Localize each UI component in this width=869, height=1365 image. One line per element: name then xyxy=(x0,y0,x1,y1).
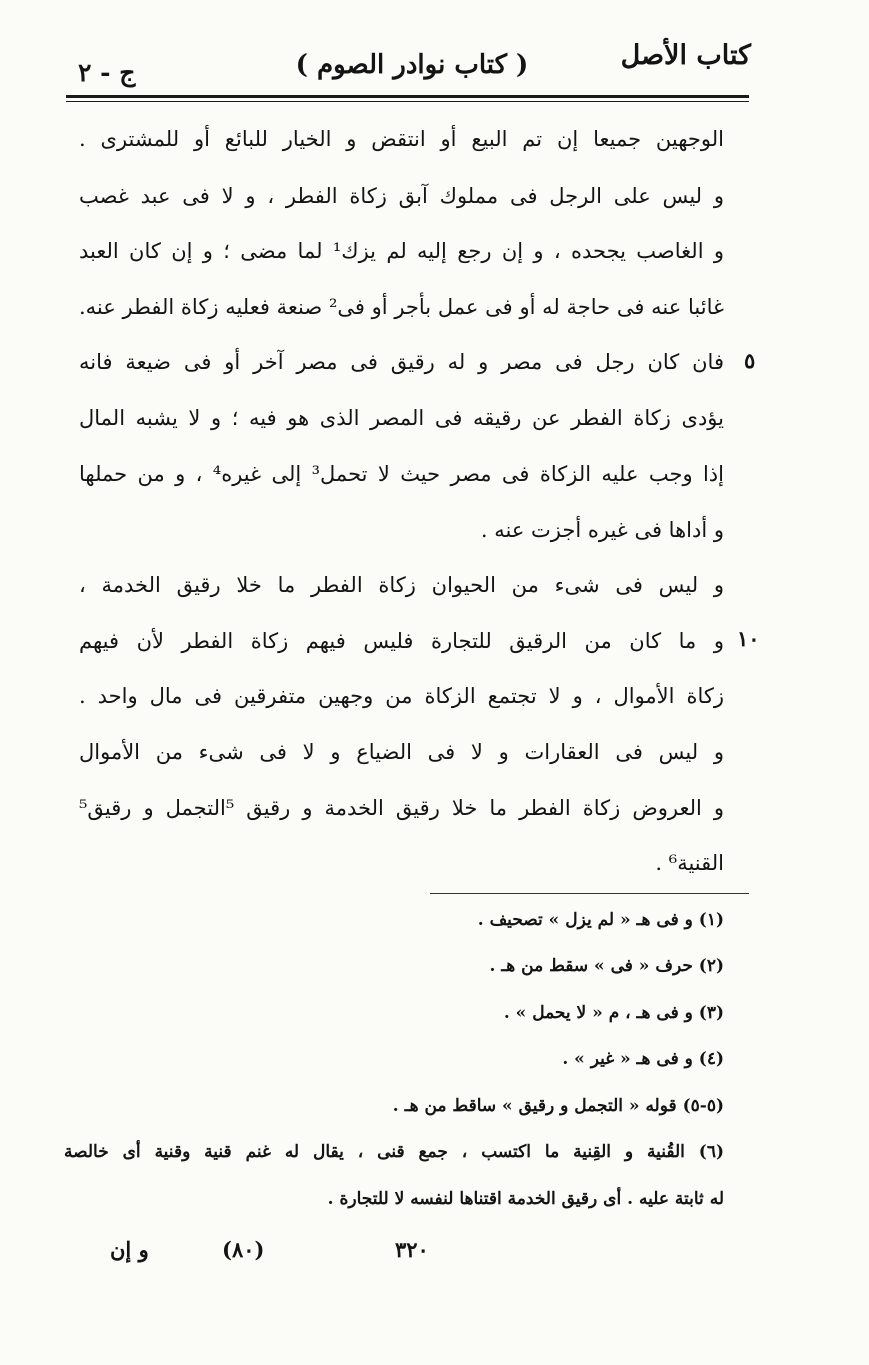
body-line: غائبا عنه فى حاجة له أو فى عمل بأجر أو فى² صنعة فعليه زكاة الفطر عنه. xyxy=(79,295,724,319)
section-number: (٨٠) xyxy=(222,1237,265,1262)
body-line: و العروض زكاة الفطر ما خلا رقيق الخدمة و رقيق ⁵التجمل و رقيق⁵ xyxy=(79,796,724,820)
header-rule-thin xyxy=(66,101,749,102)
footnote-rule xyxy=(430,893,749,894)
body-line: فان كان رجل فى مصر و له رقيق فى مصر آخر أو فى ضيعة فانه xyxy=(79,350,724,374)
body-line: إذا وجب عليه الزكاة فى مصر حيث لا تحمل³ إلى غيره⁴ ، و من حملها xyxy=(79,462,724,486)
body-line: و الغاصب يجحده ، و إن رجع إليه لم يزك¹ لما مضى ؛ و إن كان العبد xyxy=(79,239,724,263)
catchword: و إن xyxy=(110,1237,149,1262)
header-rule xyxy=(66,95,749,98)
footnote: (٦) القُنية و القِنية ما اكتسب ، جمع قنى ، يقال له غنم قنية وقنية أى خالصة xyxy=(64,1142,724,1162)
footnote: (١) و فى هـ « لم يزل » تصحيف . xyxy=(477,910,724,930)
chapter-title: ( كتاب نوادر الصوم ) xyxy=(295,50,529,80)
footnote: (٣) و فى هـ ، م « لا يحمل » . xyxy=(503,1003,724,1023)
footnote: (٥-٥) قوله « التجمل و رقيق » ساقط من هـ . xyxy=(392,1096,724,1116)
footnote: (٢) حرف « فى » سقط من هـ . xyxy=(489,956,724,976)
page-number: ٣٢٠ xyxy=(395,1237,429,1262)
body-line: و ما كان من الرقيق للتجارة فليس فيهم زكاة الفطر لأن فيهم xyxy=(79,629,724,653)
body-line: و ليس على الرجل فى مملوك آبق زكاة الفطر ، و لا فى عبد غصب xyxy=(79,184,724,208)
footnote: (٤) و فى هـ « غير » . xyxy=(562,1049,724,1069)
line-number-10: ١٠ xyxy=(737,626,760,651)
volume-number: ج - ٢ xyxy=(78,58,136,87)
body-line: و ليس فى شىء من الحيوان زكاة الفطر ما خلا رقيق الخدمة ، xyxy=(79,573,724,597)
body-line: زكاة الأموال ، و لا تجتمع الزكاة من وجهين متفرقين فى مال واحد . xyxy=(79,684,724,708)
book-title: كتاب الأصل xyxy=(620,40,751,71)
body-line: و ليس فى العقارات و لا فى الضياع و لا فى شىء من الأموال xyxy=(79,740,724,764)
body-line: القنية⁶ . xyxy=(655,851,724,875)
line-number-5: ٥ xyxy=(744,348,756,373)
body-line: الوجهين جميعا إن تم البيع أو انتقض و الخيار للبائع أو للمشترى . xyxy=(79,127,724,151)
footnote-continuation: له ثابتة عليه . أى رقيق الخدمة اقتناها لنفسه لا للتجارة . xyxy=(327,1189,724,1209)
body-line: و أداها فى غيره أجزت عنه . xyxy=(480,518,724,542)
body-line: يؤدى زكاة الفطر عن رقيقه فى المصر الذى هو فيه ؛ و لا يشبه المال xyxy=(79,406,724,430)
